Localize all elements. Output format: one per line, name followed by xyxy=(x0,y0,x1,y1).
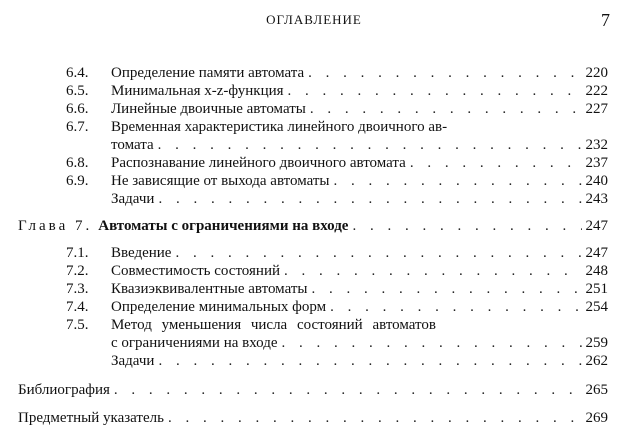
toc-entry-6-7-continued xyxy=(111,136,608,154)
section-number: 6.5. xyxy=(66,83,89,99)
toc-entry-7-4 xyxy=(66,298,608,316)
section-title: Совместимость состояний xyxy=(111,263,281,279)
toc-entry-7-5 xyxy=(66,316,608,334)
section-number: 6.4. xyxy=(66,65,89,81)
section-number: 7.1. xyxy=(66,245,89,261)
dot-leader xyxy=(288,82,582,100)
page-number: 243 xyxy=(585,191,608,207)
section-title: Определение памяти автомата xyxy=(111,65,305,81)
running-header-page-number: 7 xyxy=(601,10,610,30)
toc-chapter-7 xyxy=(18,217,608,235)
dot-leader xyxy=(158,352,581,370)
section-title-line1: Временная характеристика линейного двоичного ав- xyxy=(111,119,448,135)
section-number: 6.6. xyxy=(66,101,89,117)
section-title: Линейные двоичные автоматы xyxy=(111,101,306,117)
page-number: 248 xyxy=(585,263,608,279)
dot-leader xyxy=(352,217,581,235)
page-number: 254 xyxy=(585,299,608,315)
toc-entry-tasks-6 xyxy=(111,190,608,208)
section-title: Введение xyxy=(111,245,172,261)
toc-entry-tasks-7 xyxy=(111,352,608,370)
section-number: 7.2. xyxy=(66,263,89,279)
section-title-line2: томата xyxy=(111,137,154,153)
page-number: 247 xyxy=(585,218,608,234)
section-number: 7.3. xyxy=(66,281,89,297)
page-number: 259 xyxy=(585,335,608,351)
dot-leader xyxy=(308,64,581,82)
page-number: 269 xyxy=(585,410,608,426)
dot-leader xyxy=(410,154,582,172)
dot-leader xyxy=(114,381,582,399)
section-title: Предметный указатель xyxy=(18,410,164,426)
page-number: 220 xyxy=(585,65,608,81)
section-title-line1: Метод уменьшения числа состояний автоматов xyxy=(111,317,436,333)
dot-leader xyxy=(284,262,581,280)
section-number: 7.4. xyxy=(66,299,89,315)
dot-leader xyxy=(334,172,582,190)
toc-entry-6-7 xyxy=(66,118,608,136)
section-title: Распознавание линейного двоичного автомата xyxy=(111,155,406,171)
dot-leader xyxy=(168,409,582,427)
dot-leader xyxy=(158,190,581,208)
page-number: 222 xyxy=(585,83,608,99)
toc-entry-6-8 xyxy=(66,154,608,172)
section-number: 6.7. xyxy=(66,119,89,135)
page-number: 265 xyxy=(585,382,608,398)
dot-leader xyxy=(175,244,581,262)
toc-entry-6-5 xyxy=(66,82,608,100)
section-title: Минимальная x-z-функция xyxy=(111,83,284,99)
section-number: 6.8. xyxy=(66,155,89,171)
section-title: Задачи xyxy=(111,353,155,369)
toc-entry-6-9 xyxy=(66,172,608,190)
page-number: 262 xyxy=(585,353,608,369)
section-title: Определение минимальных форм xyxy=(111,299,327,315)
toc-entry-6-6 xyxy=(66,100,608,118)
dot-leader xyxy=(311,280,581,298)
toc-entry-7-3 xyxy=(66,280,608,298)
section-title: Квазиэквивалентные автоматы xyxy=(111,281,308,297)
toc-entry-6-4 xyxy=(66,64,608,82)
section-number: 6.9. xyxy=(66,173,89,189)
section-title: Задачи xyxy=(111,191,155,207)
toc-entry-bibliography xyxy=(18,381,608,399)
dot-leader xyxy=(158,136,582,154)
chapter-title: Автоматы с ограничениями на входе xyxy=(98,218,349,234)
toc-entry-7-5-continued xyxy=(111,334,608,352)
dot-leader xyxy=(330,298,581,316)
toc-entry-subject-index xyxy=(18,409,608,427)
section-title-line2: с ограничениями на входе xyxy=(111,335,278,351)
dot-leader xyxy=(310,100,582,118)
page-number: 251 xyxy=(585,281,608,297)
chapter-label: Глава 7. xyxy=(18,218,93,234)
running-header-title: ОГЛАВЛЕНИЕ xyxy=(266,12,362,27)
page-number: 247 xyxy=(585,245,608,261)
page-number: 227 xyxy=(585,101,608,117)
page-number: 240 xyxy=(585,173,608,189)
dot-leader xyxy=(282,334,582,352)
page-number: 232 xyxy=(585,137,608,153)
toc-entry-7-1 xyxy=(66,244,608,262)
section-number: 7.5. xyxy=(66,317,89,333)
section-title: Не зависящие от выхода автоматы xyxy=(111,173,330,189)
page-number: 237 xyxy=(585,155,608,171)
section-title: Библиография xyxy=(18,382,110,398)
toc-entry-7-2 xyxy=(66,262,608,280)
